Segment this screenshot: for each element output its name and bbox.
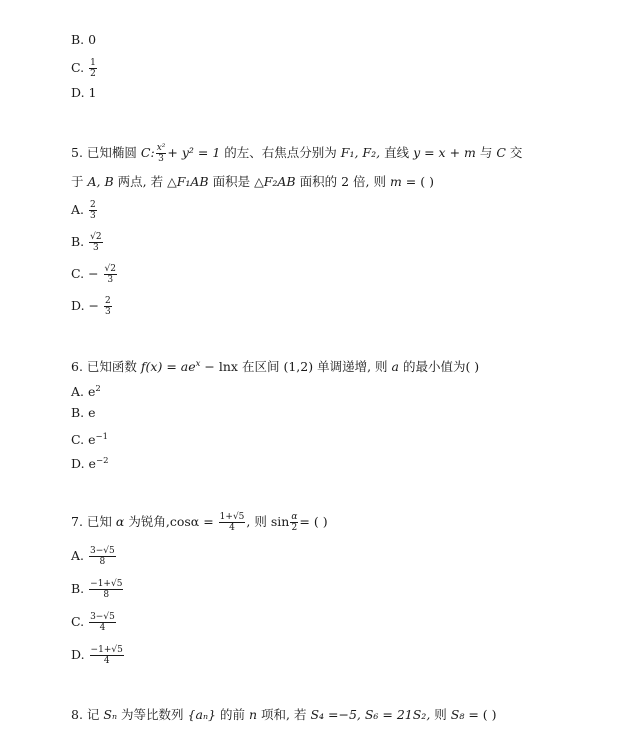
- q8-math: S₈ =: [450, 707, 479, 722]
- q4-option-c-label: C.: [71, 60, 85, 75]
- frac-den: 3: [90, 211, 96, 221]
- q6-stem: [71, 355, 479, 376]
- q5-stem-line1: [71, 143, 522, 164]
- q4-option-b: [71, 32, 96, 48]
- q5-stem-line2: [71, 173, 434, 191]
- option-fraction: [89, 546, 116, 567]
- frac-num: 3−√5: [90, 612, 115, 622]
- q8-answer-paren: ( ): [482, 707, 497, 722]
- q8-text: 记: [86, 707, 100, 722]
- q5-math: y = x + m: [413, 145, 476, 160]
- q5-text: 的左、右焦点分别为: [224, 145, 337, 160]
- q4-option-d-text: D. 1: [71, 85, 97, 100]
- q7-option-c: [71, 612, 117, 633]
- option-label: A.: [71, 384, 85, 400]
- option-value: e: [88, 384, 96, 400]
- q5-text: 交: [509, 145, 523, 160]
- q8-math: S₄ =−5, S₆ = 21S₂,: [310, 707, 431, 722]
- q7-text: 为锐角,: [128, 514, 170, 529]
- frac-num: 2: [90, 200, 96, 210]
- frac-num: √2: [104, 264, 116, 274]
- frac-den: 8: [103, 590, 110, 600]
- frac-num: −1+√5: [90, 645, 123, 655]
- q7-text: 已知: [86, 514, 112, 529]
- q5-math: + y² = 1: [167, 145, 221, 160]
- q6-text: 单调递增, 则: [317, 359, 388, 375]
- q8-math: {aₙ}: [187, 707, 216, 722]
- option-label: C.: [71, 614, 85, 629]
- q5-math: △F₂AB: [254, 174, 296, 189]
- frac-den: 3: [158, 154, 164, 164]
- q7-option-b: [71, 579, 124, 600]
- q6-math: f(x) = ae: [140, 359, 196, 375]
- option-value: e: [88, 456, 96, 472]
- q4-option-b-text: B. 0: [71, 32, 97, 47]
- option-label: A.: [71, 202, 85, 217]
- frac-num: 1: [90, 58, 96, 68]
- q5-text: 已知椭圆: [86, 145, 137, 160]
- q8-text: 则: [434, 707, 447, 722]
- q5-math: F₁, F₂,: [340, 145, 381, 160]
- q6-math: (1,2): [283, 359, 314, 375]
- frac-den: 3: [104, 307, 111, 317]
- frac-den: 8: [99, 557, 106, 567]
- option-fraction: [89, 612, 116, 633]
- frac-num: x²: [156, 143, 166, 153]
- q4-option-c-fraction: [89, 58, 97, 79]
- q4-option-c: [71, 58, 98, 79]
- option-sup: 2: [95, 384, 101, 394]
- q6-text: 已知函数: [86, 359, 137, 375]
- q5-math: m =: [389, 174, 417, 189]
- q7-option-a: [71, 546, 117, 567]
- q6-option-d: [71, 452, 108, 473]
- q5-text: 面积是: [212, 174, 251, 189]
- option-fraction: [89, 579, 123, 600]
- q5-ellipse-fraction: [156, 143, 167, 164]
- q7-text: , 则: [246, 514, 267, 529]
- q5-math: △F₁AB: [167, 174, 209, 189]
- q7-number: 7.: [71, 514, 83, 529]
- option-label: D.: [71, 456, 85, 472]
- q8-math: n: [248, 707, 258, 722]
- option-fraction: [90, 645, 124, 666]
- option-label: B.: [71, 581, 85, 596]
- q5-answer-paren: ( ): [420, 174, 434, 189]
- q6-answer-paren: ( ): [465, 359, 480, 375]
- frac-den: 3: [93, 243, 99, 253]
- option-label: C.: [71, 432, 85, 448]
- frac-num: √2: [90, 232, 102, 242]
- q5-math: A, B: [87, 174, 114, 189]
- q8-text: 为等比数列: [121, 707, 184, 722]
- q6-number: 6.: [71, 359, 83, 375]
- q7-stem: [71, 512, 328, 533]
- frac-num: α: [291, 512, 298, 522]
- option-label: A.: [71, 548, 85, 563]
- q7-answer-paren: ( ): [313, 514, 328, 529]
- q6-option-b: [71, 404, 96, 422]
- option-sup: −2: [95, 456, 109, 466]
- q5-math: C: [496, 145, 506, 160]
- frac-num: −1+√5: [90, 579, 123, 589]
- option-value: e: [88, 432, 96, 448]
- q8-number: 8.: [71, 707, 83, 722]
- frac-den: 3: [107, 275, 114, 285]
- frac-den: 4: [99, 623, 106, 633]
- option-label: D.: [71, 647, 85, 662]
- q4-option-d: [71, 85, 96, 101]
- q6-option-c: [71, 428, 108, 449]
- q8-stem: [71, 706, 497, 724]
- option-fraction: [104, 264, 117, 285]
- frac-den: 2: [90, 69, 96, 79]
- q5-text: 面积的 2 倍, 则: [299, 174, 386, 189]
- q7-cos-fraction: [219, 512, 246, 533]
- q8-math: Sₙ: [103, 707, 118, 722]
- option-sup: −1: [95, 432, 109, 442]
- q7-sin-fraction: [290, 512, 298, 533]
- frac-num: 2: [104, 296, 111, 306]
- q6-math: a: [391, 359, 399, 375]
- q8-text: 的前: [219, 707, 245, 722]
- q7-math: sin: [270, 514, 290, 529]
- option-fraction: [89, 232, 102, 253]
- q5-text: 与: [479, 145, 493, 160]
- q5-math: C:: [140, 145, 155, 160]
- q5-option-c: [71, 264, 118, 285]
- q5-text: 于: [71, 174, 84, 189]
- q6-text: 的最小值为: [402, 359, 466, 375]
- frac-den: 4: [103, 656, 110, 666]
- q7-option-d: [71, 645, 125, 666]
- q5-option-a: [71, 200, 98, 221]
- q7-math: =: [299, 514, 310, 529]
- q5-number: 5.: [71, 145, 83, 160]
- q5-text: 直线: [384, 145, 410, 160]
- q7-math: α: [115, 514, 125, 529]
- q6-math-sup: x: [195, 359, 201, 369]
- option-label: B.: [71, 234, 85, 249]
- option-text: B. e: [71, 405, 96, 420]
- frac-den: 4: [229, 523, 235, 533]
- frac-num: 1+√5: [219, 512, 245, 522]
- q6-text: 在区间: [241, 359, 280, 375]
- option-fraction: [104, 296, 112, 317]
- q6-math: − lnx: [204, 359, 238, 375]
- q5-text: 两点, 若: [117, 174, 164, 189]
- q5-option-b: [71, 232, 104, 253]
- option-label: C. −: [71, 266, 99, 281]
- q7-math: cosα =: [169, 514, 214, 529]
- frac-num: 3−√5: [90, 546, 115, 556]
- q8-text: 项和, 若: [261, 707, 307, 722]
- option-label: D. −: [71, 298, 99, 313]
- frac-den: 2: [291, 523, 298, 533]
- q6-option-a: [71, 380, 101, 401]
- option-fraction: [89, 200, 97, 221]
- q5-option-d: [71, 296, 113, 317]
